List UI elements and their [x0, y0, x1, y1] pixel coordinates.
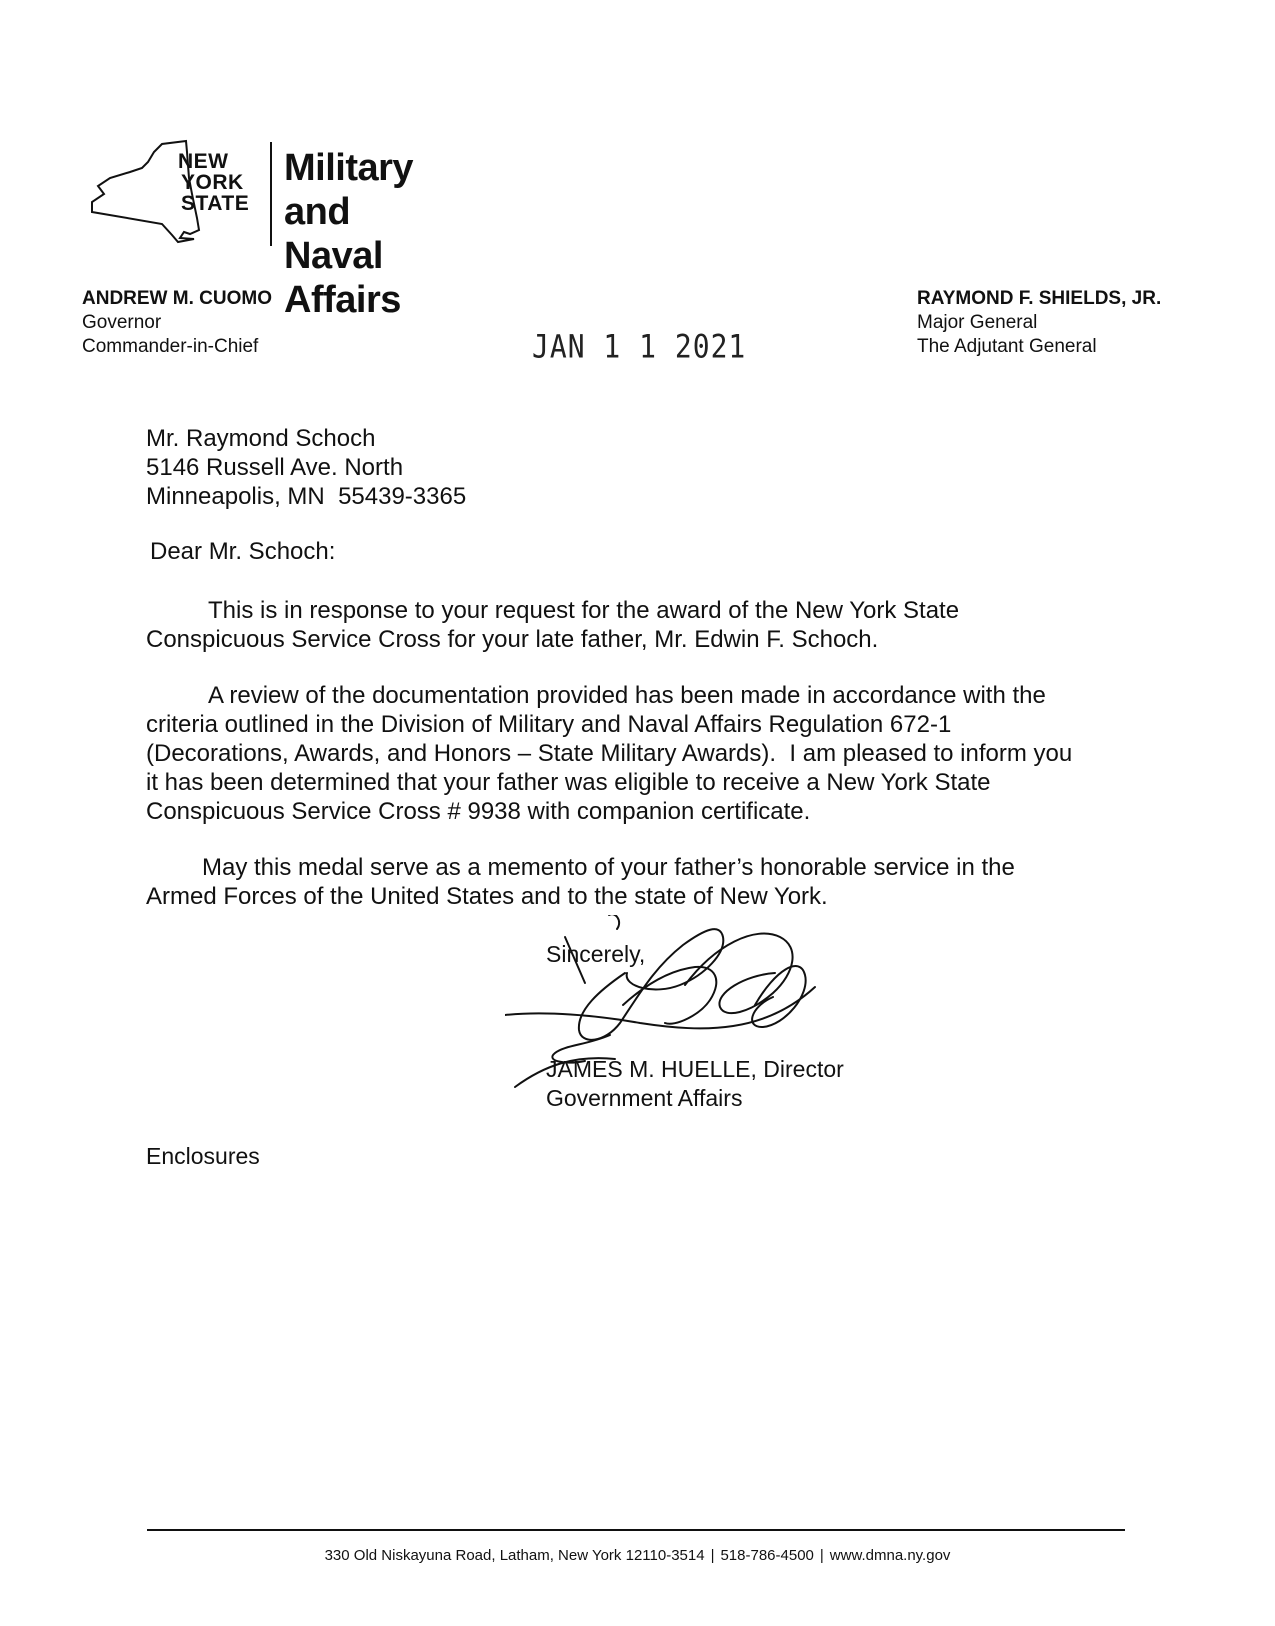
footer-separator: | — [710, 1547, 715, 1564]
paragraph-2-line-5: Conspicuous Service Cross # 9938 with companion certificate. — [146, 798, 811, 825]
paragraph-1-line-2: Conspicuous Service Cross for your late father, Mr. Edwin F. Schoch. — [146, 626, 879, 653]
governor-title-2: Commander-in-Chief — [82, 336, 259, 357]
letterhead-divider — [270, 142, 272, 246]
logo-state-line-1: NEW — [178, 150, 229, 173]
signer-department: Government Affairs — [546, 1085, 743, 1111]
footer-rule — [147, 1529, 1125, 1531]
paragraph-3-line-2: Armed Forces of the United States and to the state of New York. — [146, 883, 828, 910]
enclosures-label: Enclosures — [146, 1143, 260, 1169]
agency-name-line-2: Naval Affairs — [284, 235, 401, 321]
footer-phone: 518-786-4500 — [720, 1547, 814, 1564]
adjutant-general-name: RAYMOND F. SHIELDS, JR. — [917, 288, 1162, 309]
paragraph-3 — [146, 853, 1146, 911]
paragraph-2-line-4: it has been determined that your father was eligible to receive a New York State — [146, 769, 991, 796]
footer-separator-2: | — [819, 1547, 824, 1564]
paragraph-2-line-1: A review of the documentation provided has been made in accordance with the — [208, 682, 1046, 709]
paragraph-2 — [146, 681, 1146, 826]
paragraph-2-line-3: (Decorations, Awards, and Honors – State Military Awards). I am pleased to inform you — [146, 740, 1073, 767]
paragraph-2-line-2: criteria outlined in the Division of Military and Naval Affairs Regulation 672-1 — [146, 711, 952, 738]
governor-title: Governor — [82, 312, 162, 333]
footer-address: 330 Old Niskayuna Road, Latham, New York 12110-3514 — [324, 1547, 705, 1564]
recipient-name: Mr. Raymond Schoch — [146, 425, 376, 452]
governor-name: ANDREW M. CUOMO — [82, 288, 272, 309]
signer-name: JAMES M. HUELLE, Director — [546, 1056, 844, 1082]
paragraph-1 — [146, 596, 1146, 654]
paragraph-3-line-1: May this medal serve as a memento of your father’s honorable service in the — [202, 854, 1015, 881]
adjutant-general-title: The Adjutant General — [917, 336, 1097, 357]
footer-website: www.dmna.ny.gov — [829, 1547, 951, 1564]
recipient-address — [146, 424, 466, 511]
agency-name — [284, 146, 413, 322]
date-stamp: JAN 1 1 2021 — [532, 327, 747, 366]
adjutant-general-block — [917, 287, 1161, 359]
logo-state-line-2: YORK — [181, 171, 244, 194]
logo-state-line-3: STATE — [181, 192, 250, 215]
recipient-city: Minneapolis, MN 55439-3365 — [146, 483, 467, 510]
governor-block — [82, 287, 272, 359]
footer — [0, 1547, 1275, 1564]
closing: Sincerely, — [546, 941, 646, 967]
handwritten-signature — [505, 915, 845, 1125]
paragraph-1-line-1: This is in response to your request for the award of the New York State — [208, 597, 960, 624]
agency-name-line-1: Military and — [284, 147, 414, 233]
recipient-street: 5146 Russell Ave. North — [146, 454, 404, 481]
adjutant-general-rank: Major General — [917, 312, 1038, 333]
salutation: Dear Mr. Schoch: — [150, 538, 336, 565]
